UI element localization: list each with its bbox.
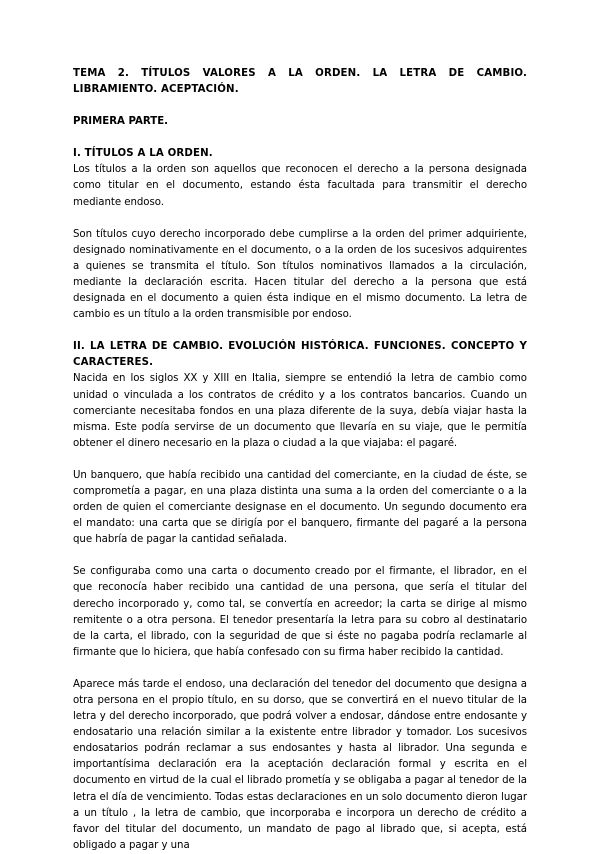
paragraph: Nacida en los siglos XX y XIII en Italia, siempre se entendió la letra de cambio como unidad o vinculada a los contratos de crédito y a los contratos bancarios. Cuando un comerciante necesitaba fondos en una plaza diferente de la suya, debía viajar hasta la misma. Este podía servirse de un documento que llevaría en su viaje, que le permitía obtener el dinero necesario en la plaza o ciudad a la que viajaba: el pagaré. [73, 373, 527, 449]
document-page [73, 66, 527, 854]
paragraph: Los títulos a la orden son aquellos que reconocen el derecho a la persona designada como titular en el documento, estando ésta facultada para transmitir el derecho mediante endoso. [73, 164, 527, 208]
paragraph: Son títulos cuyo derecho incorporado debe cumplirse a la orden del primer adquiriente, designado nominativamente en el documento, o a la orden de los sucesivos adquirentes a quienes se transmita el título. Son títulos nominativos llamados a la circulación, mediante la declaración escrita. Hacen titular del derecho a la persona que está designada en el documento a quien ésta indique en el mismo documento. La letra de cambio es un título a la orden transmisible por endoso. [73, 228, 527, 321]
document-title: TEMA 2. TÍTULOS VALORES A LA ORDEN. LA LETRA DE CAMBIO. LIBRAMIENTO. ACEPTACIÓN. [73, 68, 527, 96]
paragraph: Un banquero, que había recibido una cantidad del comerciante, en la ciudad de éste, se comprometía a pagar, en una plaza distinta una suma a la orden del comerciante o a la orden de quien el comerciante designase en el documento. Un segundo documento era el mandato: una carta que se dirigía por el banquero, firmante del pagaré a la persona que habría de pagar la cantidad señalada. [73, 469, 527, 546]
part-heading: PRIMERA PARTE. [73, 116, 169, 128]
section-heading-letra-de-cambio: II. LA LETRA DE CAMBIO. EVOLUCIÓN HISTÓRICA. FUNCIONES. CONCEPTO Y CARACTERES. [73, 341, 527, 369]
section-heading-titulos-a-la-orden: I. TÍTULOS A LA ORDEN. [73, 148, 213, 160]
paragraph: Aparece más tarde el endoso, una declaración del tenedor del documento que designa a otra persona en el propio título, en su dorso, que se convertirá en el nuevo titular de la letra y del derecho incorporado, que podrá volver a endosar, dándose entre endosante y endosatario una relación similar a la existente entre librador y tomador. Los sucesivos endosatarios podrán reclamar a sus endosantes y hasta al librador. Una segunda e importantísima declaración era la aceptación declaración formal y escrita en el documento en virtud de la cual el librado prometía y se obligaba a pagar al tenedor de la letra el día de vencimiento. Todas estas declaraciones en un solo documento dieron lugar a un título , la letra de cambio, que incorporaba e incorpora un derecho de crédito a favor del titular del documento, un mandato de pago al librado que, si acepta, está obligado a pagar y una [73, 678, 527, 851]
paragraph: Se configuraba como una carta o documento creado por el firmante, el librador, en el que reconocía haber recibido una cantidad de una persona, que sería el titular del derecho incorporado y, como tal, se convertía en acreedor; la carta se dirige al mismo remitente o a otra persona. El tenedor presentaría la letra para su cobro al destinatario de la carta, el librado, con la seguridad de que si éste no pagaba podría reclamarle al firmante que lo hiciera, que había confesado con su firma haber recibido la cantidad. [73, 566, 527, 658]
